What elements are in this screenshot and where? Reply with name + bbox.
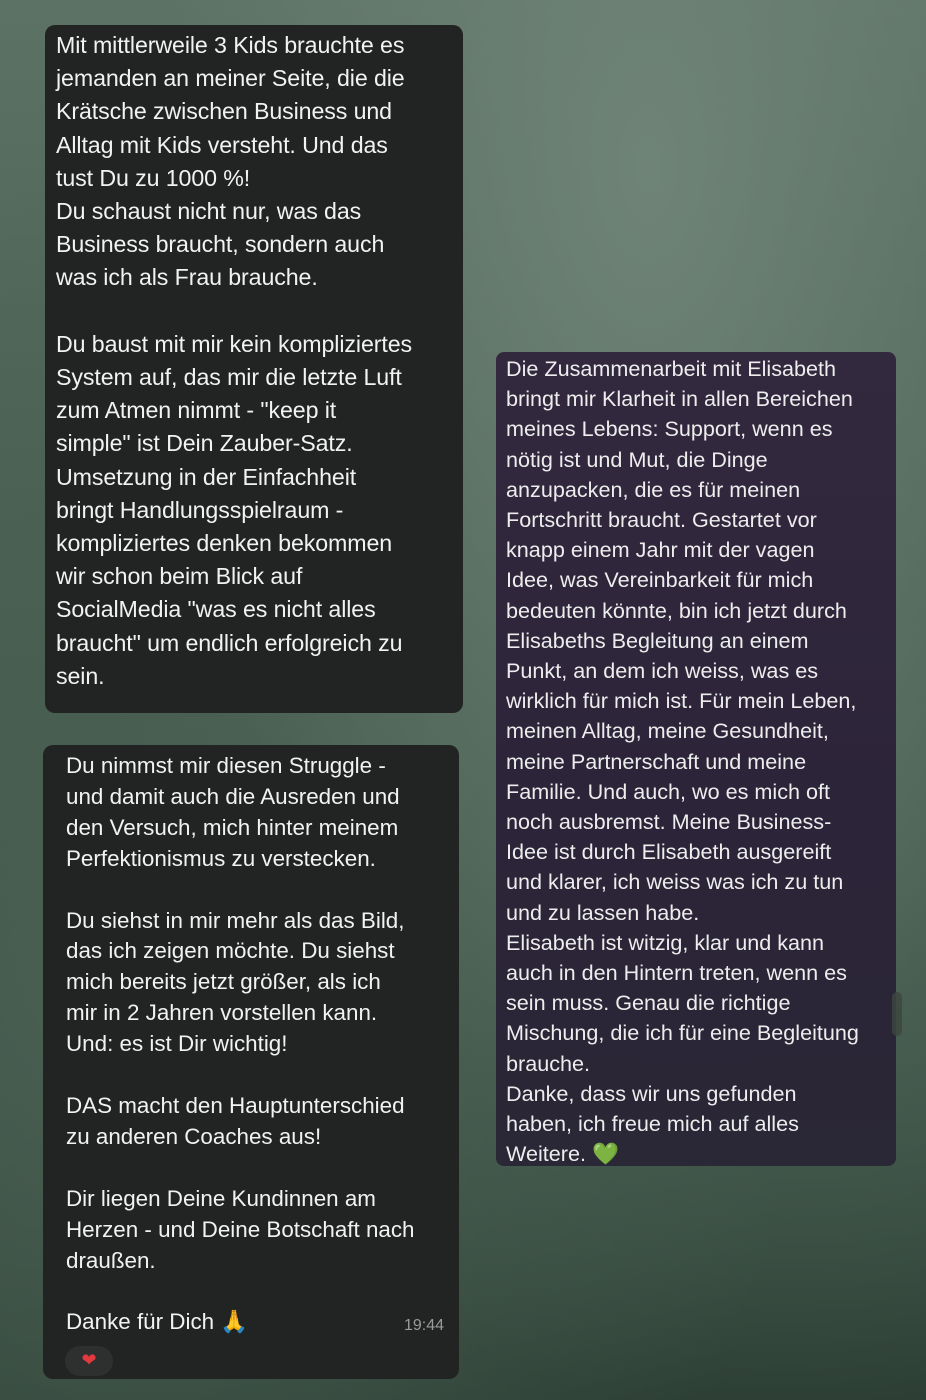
message-bubble-3[interactable] xyxy=(43,745,459,1379)
message-text-body: Du nimmst mir diesen Struggle - und damit auch die Ausreden und den Versuch, mich hinter meinem Perfektionismus zu verstecken. Du siehst in mir mehr als das Bild, das ich zeigen möchte. Du siehst mich bereits jetzt größer, als ich mir in 2 Jahren vorstellen kann. Und: es ist Dir wichtig! DAS macht den Hauptunterschied zu anderen Coaches aus! Dir liegen Deine Kundinnen am Herzen - und Deine Botschaft nach draußen. Danke für Dich xyxy=(66,753,415,1335)
reaction-badge[interactable] xyxy=(65,1346,113,1376)
message-text: Mit mittlerweile 3 Kids brauchte es jemanden an meiner Seite, die die Krätsche zwischen Business und Alltag mit Kids versteht. Und das tust Du zu 1000 %! Du schaust nicht nur, was das Business braucht, sondern auch was ich als Frau brauche. Du baust mit mir kein kompliziertes System auf, das mir die letzte Luft zum Atmen nimmt - "keep it simple" ist Dein Zauber-Satz. Umsetzung in der Einfachheit bringt Handlungsspielraum - kompliziertes denken bekommen wir schon beim Blick auf SocialMedia "was es nicht alles braucht" um endlich erfolgreich zu sein. xyxy=(56,32,413,689)
message-text xyxy=(66,751,459,1338)
message-timestamp: 19:44 xyxy=(403,1317,444,1335)
folded-hands-emoji: 🙏 xyxy=(220,1309,249,1336)
heart-icon: ❤ xyxy=(81,1349,97,1371)
message-text-body: Die Zusammenarbeit mit Elisabeth bringt mir Klarheit in allen Bereichen meines Lebens: Support, wenn es nötig ist und Mut, die Dinge anzupacken, die es für meinen Fortschritt braucht. Gestartet vor knapp einem Jahr mit der vagen Idee, was Vereinbarkeit für mich bedeuten könnte, bin ich jetzt durch Elisabeths Begleitung an einem Punkt, an dem ich weiss, was es wirklich für mich ist. Für mein Leben, meinen Alltag, meine Gesundheit, meine Partnerschaft und meine Familie. Und auch, wo es mich oft noch ausbremst. Meine Business- Idee ist durch Elisabeth ausgereift und klarer, ich weiss was ich zu tun und zu lassen habe. Elisabeth ist witzig, klar und kann auch in den Hintern treten, wenn es sein muss. Genau die richtige Mischung, die ich für eine Begleitung brauche. Danke, dass wir uns gefunden haben, ich freue mich auf alles Weitere. xyxy=(506,356,859,1167)
message-text xyxy=(506,354,896,1170)
green-heart-emoji: 💚 xyxy=(592,1142,619,1168)
message-bubble-2[interactable] xyxy=(496,352,896,1166)
forward-handle[interactable] xyxy=(892,992,902,1036)
message-bubble-1[interactable] xyxy=(45,25,463,713)
